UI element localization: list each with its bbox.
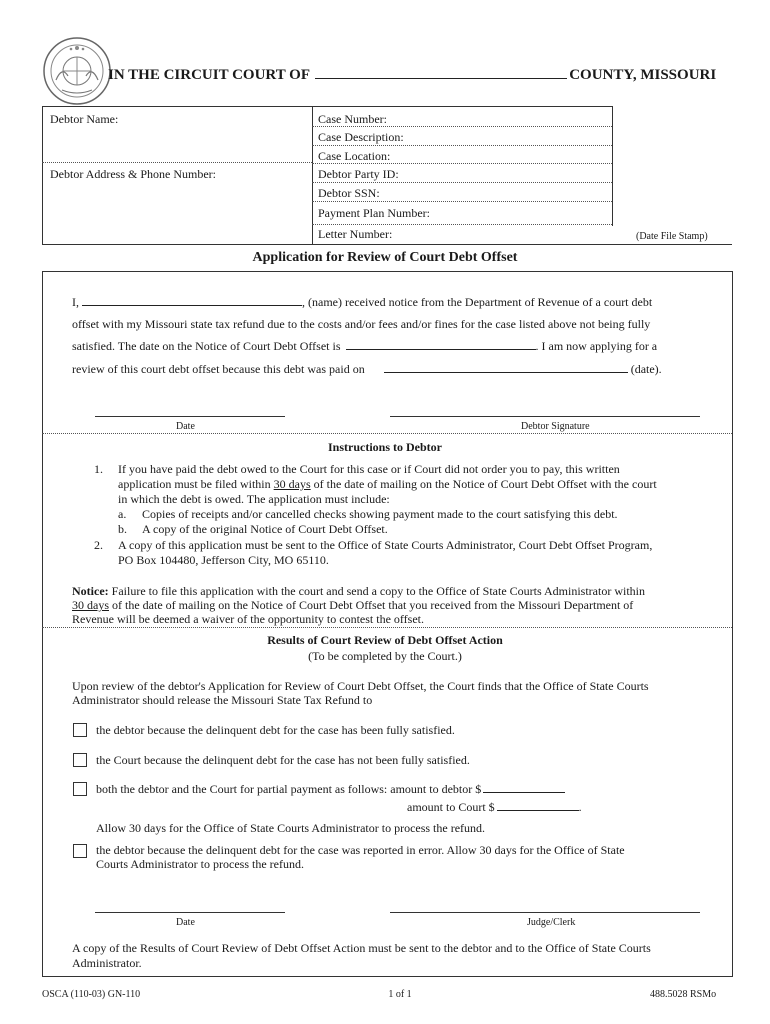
debtor-name-label: Debtor Name: — [50, 112, 119, 126]
item2-line-b: PO Box 104480, Jefferson City, MO 65110. — [118, 553, 329, 567]
state-seal — [42, 36, 112, 106]
debtor-party-id-label: Debtor Party ID: — [318, 167, 399, 181]
debtor-name-field[interactable] — [82, 305, 302, 306]
application-line-4 — [72, 361, 662, 377]
letter-number-label: Letter Number: — [318, 227, 393, 241]
option-partial-label: both the debtor and the Court for partial payment as follows: amount to debtor $ — [96, 781, 565, 797]
paid-date-field[interactable] — [384, 372, 628, 373]
case-description-label: Case Description: — [318, 130, 404, 144]
court-heading — [108, 67, 718, 84]
instruction-item-1 — [94, 462, 657, 537]
sub-item-b: b. A copy of the original Notice of Court Debt Offset. — [118, 522, 388, 536]
case-number-label: Case Number: — [318, 112, 387, 126]
notice-line-a: Notice: Failure to file this application with the court and send a copy to the Office of State Courts Administrator within — [72, 584, 645, 598]
sub-item-a: a. Copies of receipts and/or cancelled checks showing payment made to the court satisfying this debt. — [118, 507, 618, 521]
option-court-label: the Court because the delinquent debt for the case has not been fully satisfied. — [96, 753, 470, 767]
case-location-label: Case Location: — [318, 149, 391, 163]
results-date-label: Date — [176, 917, 195, 928]
form-id: OSCA (110-03) GN-110 — [42, 989, 141, 1000]
item2-number: 2. — [94, 538, 103, 552]
court-suffix: COUNTY, MISSOURI — [569, 67, 717, 83]
copy-note: A copy of the Results of Court Review of Debt Offset Action must be sent to the debtor and to the Office of State Courts Administrator. — [72, 941, 651, 970]
option-court-checkbox[interactable] — [73, 753, 87, 767]
application-line-3 — [72, 338, 657, 354]
application-line-2: offset with my Missouri state tax refund due to the costs and/or fees and/or fines for the case listed above not being fully — [72, 317, 651, 331]
application-line-1 — [72, 294, 652, 310]
court-prefix: IN THE CIRCUIT COURT OF — [108, 67, 310, 83]
amount-to-court-row: amount to Court $ . — [407, 800, 582, 814]
page-number: 1 of 1 — [388, 989, 412, 1000]
notice-line-b: 30 days of the date of mailing on the Notice of Court Debt Offset that you received from the Missouri Department of — [72, 598, 634, 612]
allow-30-days-note: Allow 30 days for the Office of State Courts Administrator to process the refund. — [96, 821, 486, 835]
line1-suffix: , (name) received notice from the Department of Revenue of a court debt — [302, 295, 653, 309]
results-intro: Upon review of the debtor's Application for Review of Court Debt Offset, the Court finds that the Office of State Courts Administrator should release the Missouri State Tax Refund to — [72, 679, 649, 707]
payment-plan-label: Payment Plan Number: — [318, 206, 430, 220]
county-name-field[interactable] — [315, 78, 567, 79]
instruction-item-2 — [94, 538, 652, 568]
item1-line-b: application must be filed within 30 days of the date of mailing on the Notice of Court Debt Offset with the court — [118, 477, 657, 491]
item1-line-a: If you have paid the debt owed to the Court for this case or if Court did not order you to pay, this written — [118, 462, 620, 476]
judge-clerk-label: Judge/Clerk — [527, 917, 576, 928]
line4-prefix: review of this court debt offset because this debt was paid on — [72, 362, 365, 376]
results-date-line[interactable] — [95, 912, 285, 913]
item1-line-c: in which the debt is owed. The application must include: — [118, 492, 390, 506]
date-file-stamp-label: (Date File Stamp) — [636, 231, 708, 242]
line3-suffix: . I am now applying for a — [535, 339, 658, 353]
item1-number: 1. — [94, 462, 103, 476]
form-title: Application for Review of Court Debt Offset — [252, 250, 518, 265]
statute-reference: 488.5028 RSMo — [650, 989, 717, 1000]
seal-icon — [42, 36, 112, 106]
debtor-signature-line[interactable] — [390, 416, 700, 417]
application-date-label: Date — [176, 421, 195, 432]
results-heading: Results of Court Review of Debt Offset Action — [267, 633, 503, 647]
debtor-address-label: Debtor Address & Phone Number: — [50, 167, 216, 181]
debtor-ssn-label: Debtor SSN: — [318, 186, 380, 200]
results-subheading: (To be completed by the Court.) — [308, 649, 462, 663]
line4-suffix: (date). — [630, 362, 662, 376]
item2-line-a: A copy of this application must be sent to the Office of State Courts Administrator, Court Debt Offset Program, — [118, 538, 653, 552]
judge-clerk-line[interactable] — [390, 912, 700, 913]
instructions-heading: Instructions to Debtor — [328, 440, 442, 454]
notice-line-c: Revenue will be deemed a waiver of the opportunity to contest the offset. — [72, 612, 425, 626]
line3-prefix: satisfied. The date on the Notice of Court Debt Offset is — [72, 339, 341, 353]
option-debtor-satisfied-checkbox[interactable] — [73, 723, 87, 737]
debtor-signature-label: Debtor Signature — [521, 421, 590, 432]
notice-paragraph — [72, 584, 645, 626]
option-error-checkbox[interactable] — [73, 844, 87, 858]
option-debtor-satisfied-label: the debtor because the delinquent debt for the case has been fully satisfied. — [96, 723, 455, 737]
notice-date-field[interactable] — [346, 349, 536, 350]
option-partial-checkbox[interactable] — [73, 782, 87, 796]
line1-prefix: I, — [72, 295, 79, 309]
date-signature-line[interactable] — [95, 416, 285, 417]
option-error-label: the debtor because the delinquent debt for the case was reported in error. Allow 30 days for the Office of State Courts Administrator to process the refund. — [96, 843, 625, 871]
amount-to-court-field[interactable] — [497, 810, 579, 811]
notice-label: Notice: — [72, 584, 109, 598]
amount-to-debtor-field[interactable] — [483, 792, 565, 793]
